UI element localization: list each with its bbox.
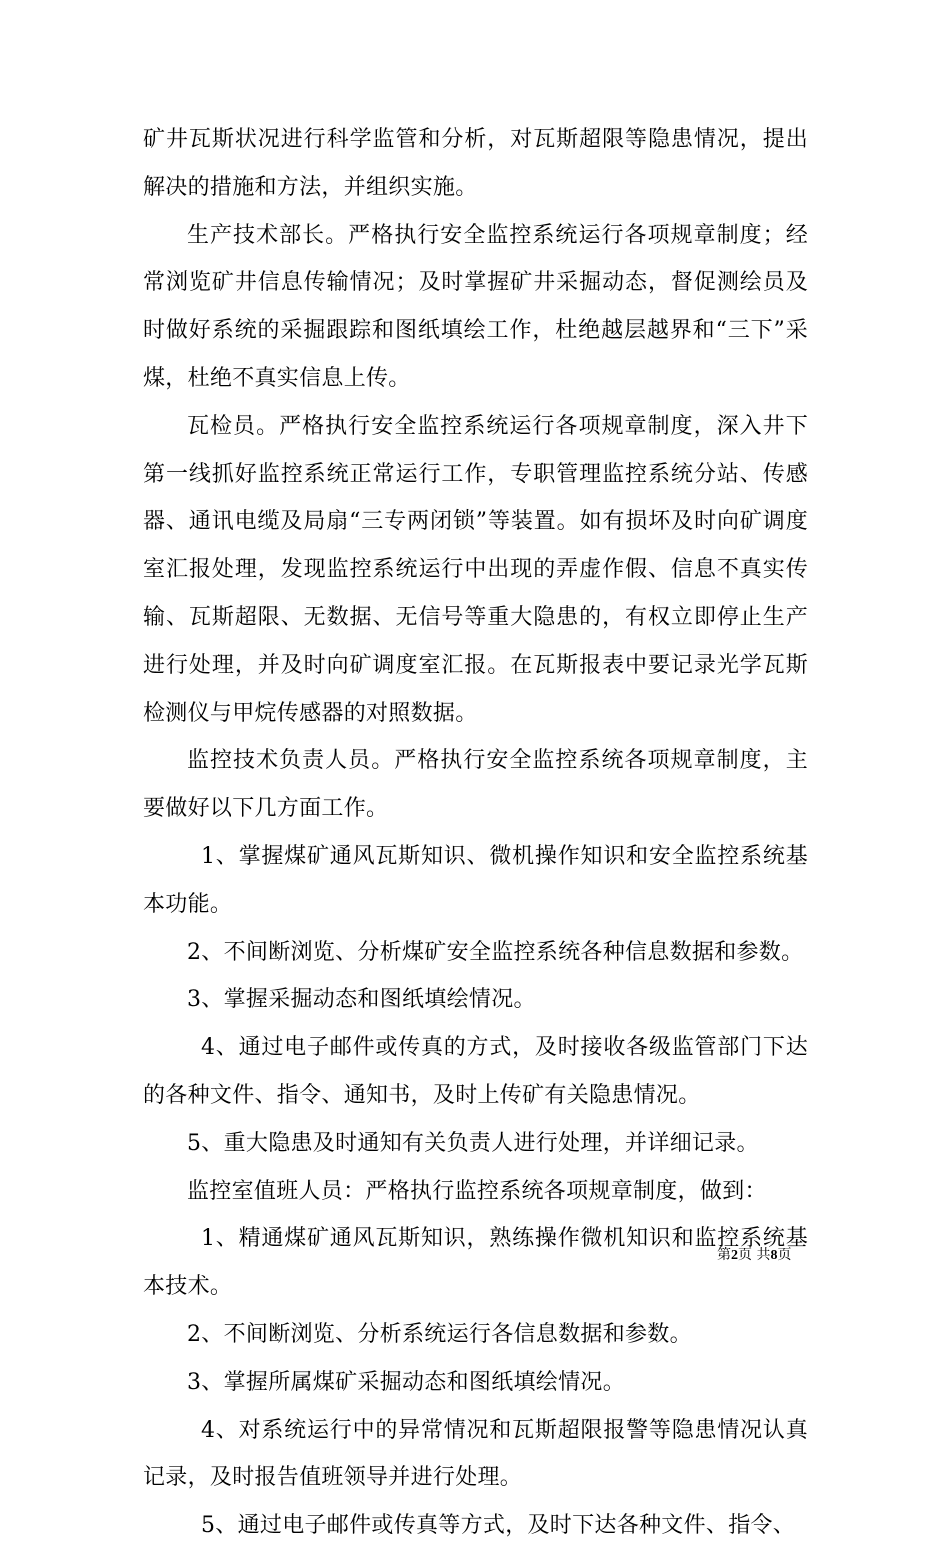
list-item-2: 2、不间断浏览、分析煤矿安全监控系统各种信息数据和参数。	[187, 939, 804, 965]
list-item-5: 5、重大隐患及时通知有关负责人进行处理，并详细记录。	[187, 1130, 759, 1156]
list-item-1: 1、掌握煤矿通风瓦斯知识、微机操作知识和安全监控系统基本功能。	[143, 843, 808, 917]
paragraph-2: 生产技术部长。严格执行安全监控系统运行各项规章制度；经常浏览矿井信息传输情况；及时掌握矿井采掘动态，督促测绘员及时做好系统的采掘跟踪和图纸填绘工作，杜绝越层越界和“三下”采煤，杜绝不真实信息上传。	[143, 222, 808, 391]
list-item-7: 2、不间断浏览、分析系统运行各信息数据和参数。	[187, 1321, 692, 1347]
paragraph-5: 监控室值班人员：严格执行监控系统各项规章制度，做到：	[187, 1178, 767, 1204]
footer-suffix: 页	[777, 1247, 792, 1263]
paragraph-3: 瓦检员。严格执行安全监控系统运行各项规章制度，深入井下第一线抓好监控系统正常运行工作，专职管理监控系统分站、传感器、通讯电缆及局扇“三专两闭锁”等装置。如有损坏及时向矿调度室汇报处理，发现监控系统运行中出现的弄虚作假、信息不真实传输、瓦斯超限、无数据、无信号等重大隐患的，有权立即停止生产进行处理，并及时向矿调度室汇报。在瓦斯报表中要记录光学瓦斯检测仪与甲烷传感器的对照数据。	[143, 413, 808, 726]
document-body	[143, 116, 808, 1550]
total-pages-number: 8	[770, 1248, 778, 1263]
footer-middle: 页 共	[738, 1247, 771, 1263]
current-page-number: 2	[731, 1248, 738, 1263]
paragraph-1: 矿井瓦斯状况进行科学监管和分析，对瓦斯超限等隐患情况，提出解决的措施和方法，并组织实施。	[143, 127, 808, 200]
list-item-4: 4、通过电子邮件或传真的方式，及时接收各级监管部门下达的各种文件、指令、通知书，及时上传矿有关隐患情况。	[143, 1035, 808, 1108]
page-footer	[717, 1246, 791, 1265]
list-item-6: 1、精通煤矿通风瓦斯知识，熟练操作微机知识和监控系统基本技术。	[143, 1226, 808, 1300]
paragraph-4: 监控技术负责人员。严格执行安全监控系统各项规章制度，主要做好以下几方面工作。	[143, 748, 808, 822]
list-item-9: 4、对系统运行中的异常情况和瓦斯超限报警等隐患情况认真记录，及时报告值班领导并进行处理。	[143, 1417, 808, 1491]
list-item-3: 3、掌握采掘动态和图纸填绘情况。	[187, 987, 536, 1013]
list-item-10: 5、通过电子邮件或传真等方式，及时下达各种文件、指令、	[201, 1513, 796, 1539]
list-item-8: 3、掌握所属煤矿采掘动态和图纸填绘情况。	[187, 1369, 625, 1395]
footer-prefix: 第	[717, 1247, 731, 1263]
